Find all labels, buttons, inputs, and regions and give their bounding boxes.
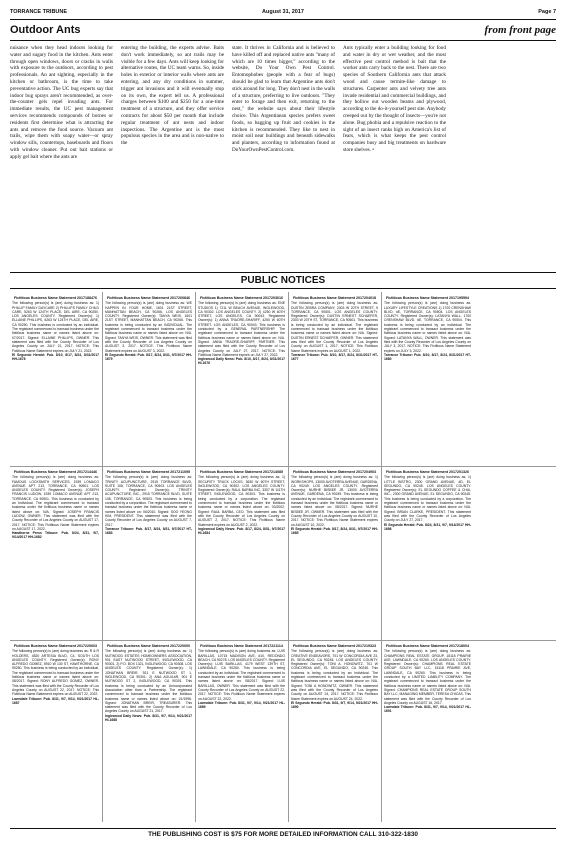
notice-heading: Fictitious Business Name Statement 2017218004 [385, 644, 470, 648]
notice [198, 644, 285, 820]
story-body [10, 45, 556, 270]
notice-publication: Inglewood Daily News: Pub. 8/10, 8/17, 8/24, 8/31/2017 HI-1676 [198, 357, 285, 366]
section-title: Outdoor Ants [10, 24, 81, 36]
column-divider [288, 292, 289, 822]
story-column-2: entering the building, the experts advise. Baits don't work immediately, so ant trails may be visible for a few days. Ants will keep looking for alternative routes, the UC team warns. So, inside holes in exterior or interior walls where ants are entering, and any dry conditions in summer, trigger ant invasions and it will eventually stop on its own, the expert tell us. A professional charges between $100 and $250 for a one-time treatment of a structure, and they offer service contracts for about $50 per month that include regular treatment of ant nests and indoor inspections. The Argentine ant is the most populous species in the area and is non-native to the [121, 45, 224, 147]
continued-label: from front page [484, 24, 556, 36]
notice [12, 470, 99, 636]
notice-publication: El Segundo Herald: Pub. 8/17, 8/24, 8/31, 9/7/2017 HH-1679 [105, 352, 192, 362]
notice-body: The following person(s) is (are) doing business as: 1) WORKSHOPS, 13000 AVOTERRA AVENUE, GARDENA, CA 90249. LOS ANGELES COUNTY. Registered Owner(s): NURHE BISBEE JR, 13000 AVOTERRA AVENUE, GARDENA, CA 90249. This business is being conducted by an individual. The registrant commenced to transact business under the fictitious business name or names listed above on: 08/2017. Signed: NURHE BISBEE JR, OWNER. This statement was filed with the County Recorder of Los Angeles County on AUGUST 10, 2017. NOTICE: This Fictitious Name Statement expires on AUGUST 10, 2022. [291, 475, 378, 527]
notice-body: The following person(s) is (are) doing business as: LUXURY LIFESTYLE CREATIONS 1) 1700 CRENSHAW BLVD. #E, TORRANCE, CA 90504. LOS ANGELES COUNTY. Registered Owner(s): LATANYA WALL, 1700 CRENSHAW BLVD. #E, TORRANCE, CA 90504. This business is being conducted by an individual. The registrant commenced to transact business under the fictitious business name or names listed above on: N/A. Signed: LATANYA WALL, OWNER. This statement was filed with the County Recorder of Los Angeles County on JULY 3, 2017. NOTICE: This Fictitious Name Statement expires on JULY 3, 2022. [384, 301, 471, 353]
notice-heading: Fictitious Business Name Statement 2017188476 [13, 296, 98, 300]
story-column-3: state. It thrives in California and is believed to have killed off and replaced native ants "many of which are 10 times bigger," according to the website, Do Your Own Pest Control. Entomophobes (people with a fear of bugs) should be glad to learn that Argentine ants don't stick around for long. They don't nest in the walls of a structure, preferring to live outdoors. "They enter to forage and then exit, returning to the nest," the website says about their lifestyle choice. This Argentinean species prefers sweet foods, so bagging up fruit and cookies in the kitchen is recommended. They like to nest in moist soil near buildings and beneath sidewalks and planters, according to information found at DoYourOwnPestControl.com. [232, 45, 335, 153]
header-rule [10, 19, 556, 20]
notice-body: The following person(s) is (are) doing business as: TRINITY ACUPUNCTURE, 2915 TORRANCE BLVD, SUITE 108, TORRANCE, CA 90503. LOS ANGELES COUNTY. Registered Owner(s): TRINITY ACUPUNCTURE, INC., 2915 TORRANCE BLVD, SUITE 108, TORRANCE, CA 90503. This business is being conducted by a corporation. The registrant commenced to transact business under the fictitious business name or names listed above on: 06/2010. Signed: SOO YEONG KIM, PRESIDENT. This statement was filed with the County Recorder of Los Angeles County on AUGUST 7, 2017. [105, 475, 192, 527]
notice-publication: Lawndale Tribune: Pub. 8/31, 9/7, 9/14, 9/21/2017 HL-1689 [198, 700, 285, 710]
notice-heading: Fictitious Business Name Statement 2017200846 [106, 296, 191, 300]
notice-heading: Fictitious Business Name Statement 2017204903 [292, 470, 377, 474]
notice-body: The following person(s) is (are) doing business as: R & R HOLDERS, 4820 ARTESIA BLVD, C4, SOUTH LOS ANGELES COUNTY. Registered Owner(s): RONY ALFREDO GOMEZ, 5910 W 130 ST, HAWTHORNE, CA 90250. This business is being conducted by an individual. The registrant commenced to transact business under the fictitious business name or names listed above on: 08/2017. Signed: RONY ALFREDO GOMEZ, OWNER. This statement was filed with the County Recorder of Los Angeles County on AUGUST 22, 2017. NOTICE: This Fictitious Name Statement expires on AUGUST 22, 2022. [12, 649, 99, 697]
notice-publication: El Segundo Herald: Pub. 8/24, 8/31, 9/7, 9/14/2017 HH-1686 [384, 522, 471, 531]
notice-publication: Inglewood Daily News: Pub. 8/17, 8/24, 8/31, 9/7/2017 HI-1684 [198, 526, 285, 536]
notice-body: The following person(s) is (are) doing business as: DUSTIN ZEBRA COMPANY, 2303 W 20TH STREET, 5 TORRANCE, CA 90501. LOS ANGELES COUNTY. Registered Owner(s): DUSTIN ERNEST SCHAEFER, 2303 W 20TH ST, TORRANCE, CA 90501. This business is being conducted by an individual. The registrant commenced to transact business under the fictitious business name or names listed above on: N/A. Signed: DUSTIN ERNEST SCHAEFER, OWNER. This statement was filed with the County Recorder of Los Angeles County on AUGUST 1, 2017. NOTICE: This Fictitious Name Statement expires on AUGUST 1, 2022. [291, 301, 378, 353]
notice-publication: Torrance Tribune: Pub. 8/17, 8/24, 8/31, 9/7/2017 HT-1683 [105, 526, 192, 536]
notice [198, 470, 285, 636]
notice [384, 470, 471, 636]
notice-body: The following person(s) is (are) doing business as: WE HAPPEN IN YOUR HOME, 1601 21ST STREET, MANHATTAN BEACH, CA 90266. LOS ANGELES COUNTY. Registered Owner(s): TANYA WEIS, 1601 21ST STREET, MANHATTAN BEACH, CA 90266. This business is being conducted by an INDIVIDUAL. The registrant commenced to transact business under the fictitious business name or names listed above on: N/A. Signed: TANYA WEIS, OWNER. This statement was filed with the County Recorder of Los Angeles County on AUGUST 3, 2017. NOTICE: This Fictitious Name Statement expires on AUGUST 3, 2022. [105, 301, 192, 353]
notice-heading: Fictitious Business Name Statement 2017201326 [385, 470, 470, 474]
page-header [10, 6, 556, 18]
notice-heading: Fictitious Business Name Statement 2017220000 [106, 644, 191, 648]
notice-heading: Fictitious Business Name Statement 2017219323 [292, 644, 377, 648]
notice [105, 470, 192, 636]
notice-publication: Torrance Tribune: Pub. 8/10, 8/17, 8/24, 8/31/2017 HT-1680 [384, 352, 471, 362]
notice-publication: El Segundo Herald: Pub. 8/31, 9/7, 9/14, 9/21/2017 HH-1690 [291, 700, 378, 710]
notice [384, 644, 471, 820]
story-column-1: nuisance when they head indoors looking for water and sugary food in the kitchen. Ants enter through open windows, doors or cracks in walls with exposure to the outdoors, according to pest professionals. An ant sighting, especially in the kitchen or bathroom, is the time to take preventative action. The UC bug experts say that indoor bug sprays aren't recommended, as over-the-counter gels repel invading ants. For immediate results, the UC pest management services recommends compounds of bornes or residents first determine what is attracting the ants and remove the food source. Vacuum ant trails, wipe them with soapy water—or spray window sills, countertops, baseboards and floors with window cleaner. Put out bait stations or apply gel bait where the ants are [10, 45, 113, 160]
story-column-4: Ants typically enter a building looking for food and water in dry or wet weather, and the most effective pest control method is bait that the worker ants carry back to the nest. There are two species of Southern California ants that attack wood and cause termite-like damage to structures. Carpenter ants and velvety tree ants invade residential and commercial buildings, and they hollow out wooden beams and plywood, according to the do-it-yourself pest site. Anybody creeped out by the thought of insects—you're not alone. Bug phobia and a repulsive reaction to the sight of an insect ranks high on America's list of fears, which is what keeps the pest control companies busy and big treatments on hardware store shelves. • [343, 45, 447, 153]
column-divider [102, 292, 103, 822]
notice-body: The following person(s) is (are) doing business as: FAMOUS LOCKSMITH SERVICES, 1939 LOMACO AVENUE APT 213, TORRANCE, CA 90501. LOS ANGELES COUNTY. Registered Owner(s): JOSEPH FRANCIS LUDOW, 1939 LOMACO AVENUE APT 213, TORRANCE, CA 90501. This business is conducted by an Individual. The registrant commenced to transact business under the fictitious business name or names listed above on: N/A. Signed: JOSEPH FRANCIS LUDOW, OWNER. This statement was filed with the County Recorder of Los Angeles County on AUGUST 17, 2017. NOTICE: This Fictitious Name Statement expires on AUGUST 17, 2022. [12, 475, 99, 531]
notice [198, 296, 285, 462]
notice-body: The following person(s) is (are) doing business as: ENE STUDIOS 1) 7211 W BEACH AVENUE, INGLEWOOD, CA 90302. LOS ANGELES COUNTY. 2) 4250 W 60TH STREET, LOS ANGELES, CA 90043. Registered Owner(s): 1) ANNA TRAORE-SHARIFF, 4250 W 60TH STREET, LOS ANGELES, CA 90043. This business is conducted by a GENERAL PARTNERSHIP. The registrant commenced to transact business under the fictitious business name or names listed above on: N/A. Signed: ANNA TRAORE-SHARIFF, PARTNER. This statement was filed with the County Recorder of Los Angeles County on JULY 27, 2017. NOTICE: This Fictitious Name Statement expires on JULY 27, 2022. [198, 301, 285, 357]
notice-heading: Fictitious Business Name Statement 2017211095 [107, 470, 190, 474]
notice-body: The following person(s) is (are) doing business as: 1) NUTWOOD ESTATES HOMEOWNERS ASSOCIATION, 901 EAST NUTWOOD STREET, INGLEWOOD, CA 90301. 2) P.O. BOX 1321, INGLEWOOD, CA 90308. LOS ANGELES COUNTY. Registered Owner(s): 1) JONATHAN BREIR, 921 E NUTWOOD ST 1, INGLEWOOD, CA 90301. 2) ANA AGUILAR, 901 E NUTWOOD ST 2, INGLEWOOD, CA 90301. This business is being conducted by an Unincorporated Association other than a Partnership. The registrant commenced to transact business under the fictitious business name or names listed above on: 01/1996. Signed: JONATHAN BREIR, TREASURER. This statement was filed with the County Recorder of Los Angeles County on AUGUST 21, 2017. [105, 649, 192, 714]
column-divider [195, 292, 196, 822]
notice-body: The following person(s) is (are) doing business as: 1) SECURITY TRUCK LOCKS, 3630 W 60TH STREET, INGLEWOOD, CA 90302. LOS ANGELES COUNTY. Registered Owner(s): RAUL BARBA INC, 3307 W 111TH STREET, INGLEWOOD, CA 90303. This business is being conducted by a corporation. The registrant commenced to transact business under the fictitious business name or names listed above on: 03/2002. Signed: RAUL BARBA, CEO. This statement was filed with the County Recorder of Los Angeles County on AUGUST 2, 2017. NOTICE: This Fictitious Name Statement expires on AUGUST 2, 2022. [198, 475, 285, 527]
notice [12, 296, 99, 462]
notice [12, 644, 99, 820]
notice-publication: Inglewood Daily News: Pub. 8/31, 9/7, 9/14, 9/21/2017 HI-1688 [105, 713, 192, 723]
notice-publication: Torrance Tribune: Pub. 8/10, 8/17, 8/24, 8/31/2017 HT-1677 [291, 352, 378, 362]
notice-heading: Fictitious Business Name Statement 2017221114 [200, 644, 283, 648]
public-notices-banner: PUBLIC NOTICES [10, 272, 556, 289]
notice-heading: Fictitious Business Name Statement 2017203616 [199, 296, 284, 300]
notice-publication: Hawthorne Press Tribune: Pub. 8/24, 8/31, 9/7, 9/14/2017 HH-1682 [12, 531, 99, 540]
notice [105, 644, 192, 820]
notice-body: The following person(s) is (are) doing business as: LUIS BARILLAS, 10715 MADISON AVE, #10, REDONDO BEACH, CA 90278. LOS ANGELES COUNTY. Registered Owner(s): LUIS BARILLAS, 4179 WEST 139TH ST, LAWNDALE, CA 90260. This business is being conducted by an individual. The registrant commenced to transact business under the fictitious business name or names listed above on: 08/2017. Signed: LUIS BARILLAS, OWNER. This statement was filed with the County Recorder of Los Angeles County on AUGUST 22, 2017. NOTICE: This Fictitious Name Statement expires on AUGUST 22, 2022. [198, 649, 285, 701]
notice-heading: Fictitious Business Name Statement 2017195594 [385, 296, 470, 300]
notice [291, 644, 378, 820]
notice-heading: Fictitious Business Name Statement 2017220603 [13, 644, 98, 648]
notice-publication: Lawndale Tribune: Pub. 8/31, 9/7, 9/14, 9/21/2017 HL-1691 [384, 705, 471, 714]
row-divider [10, 640, 556, 641]
notice [384, 296, 471, 462]
page-number: Page 7 [538, 9, 556, 15]
row-divider [10, 466, 556, 467]
notice-body: The following person(s) is (are) doing business as: CREATIVE ENDEAVORS, 701 W CONCORDIA AVE 23, EL SEGUNDO, CA 90245. LOS ANGELES COUNTY. Registered Owner(s): TONI A. HONOWITZ, 701 W CONCORDIA AVE, EL SEGUNDO, CA 90245. This business is being conducted by an Individual. The registrant commenced to transact business under the fictitious business name or names listed above on: N/A. Signed: TONI A HONOWITZ, OWNER. This statement was filed with the County Recorder of Los Angeles County on AUGUST 24, 2017. NOTICE: This Fictitious Name Statement expires on AUGUST 24, 2022. [291, 649, 378, 701]
column-divider [381, 292, 382, 822]
notice-publication: El Segundo Herald: Pub. 8/17, 8/24, 8/31, 9/7/2017 HH-1685 [291, 526, 378, 536]
notice-heading: Fictitious Business Name Statement 2017204018 [292, 296, 377, 300]
publishing-cost-footer: THE PUBLISHING COST IS $75 FOR MORE DETAILED INFORMATION CALL 310-322-1830 [10, 828, 556, 841]
notice-publication: El Segundo Herald: Pub. 8/10, 8/17, 8/24, 8/31/2017 HH-1678 [12, 352, 99, 362]
notice-body: The following person(s) is (are) doing business as: CHAMPIONS REAL ESTATE GROUP, 15118 PRAIRIE AVE, LAWNDALE, CA 90260. LOS ANGELES COUNTY. Registered Owner(s): CHAMPIONS REAL ESTATE GROUP SOUTH BAY LLC, 15118 PRAIRIE AVE, LAWNDALE, CA 90260. This business is being conducted by a LIMITED LIABILITY COMPANY. The registrant commenced to transact business under the fictitious business name or names listed above on: N/A. Signed: CHAMPIONS REAL ESTATE GROUP SOUTH BAY LLC, MANAGING MEMBER, TERESA CHICAS. This statement was filed with the County Recorder of Los Angeles County on AUGUST 16, 2017. [384, 649, 471, 705]
notice [105, 296, 192, 462]
public-notices-grid [10, 290, 556, 824]
notice-heading: Fictitious Business Name Statement 2017214085 [199, 470, 284, 474]
notice-heading: Fictitious Business Name Statement 2017214446 [13, 470, 98, 474]
notice [291, 470, 378, 636]
issue-date: August 31, 2017 [262, 9, 304, 15]
publication-name: TORRANCE TRIBUNE [10, 9, 68, 15]
notice [291, 296, 378, 462]
notice-publication: Lawndale Tribune: Pub. 8/31, 9/7, 9/14, 9/21/2017 HL-1687 [12, 696, 99, 705]
notice-body: The following person(s) is (are) doing business as: 1) PHILLIP FAMILY DAYCARE 2) PHILLIPS FAMILY CHILD CARE, 5263 W 124TH PLACE, DEL AIRE, CA 90250. LOS ANGELES COUNTY. Registered Owner(s): 1) ELLAINE PHILLIPS, 5263 W 124TH PLACE, DEL AIRE, CA 90250. This business is conducted by an individual. The registrant commenced to transact business under the fictitious business name or names listed above on: 07/2017. Signed: ELLAINE PHILLIPS, OWNER. This statement was filed with the County Recorder of Los Angeles County on JULY 21, 2017. NOTICE: This Fictitious Name Statement expires on JULY 21, 2022. [12, 301, 99, 353]
section-rule [10, 40, 556, 41]
notice-body: The following person(s) is (are) doing business as: 1) LITTLE BISTRO, 2300 GRAND AVENUE, #D, EL SEGUNDO, CA 90245. LOS ANGELES COUNTY. Registered Owner(s): EL SEGUNDO COFFEE & CHAI, INC., 2300 GRAND AVENUE, EL SEGUNDO, CA 90245. This business is being conducted by a corporation. The registrant commenced to transact business under the fictitious business name or names listed above on: N/A. Signed: BRIAN CLARKE, PRESIDENT. This statement was filed with the County Recorder of Los Angeles County on JULY 27, 2017. [384, 475, 471, 523]
